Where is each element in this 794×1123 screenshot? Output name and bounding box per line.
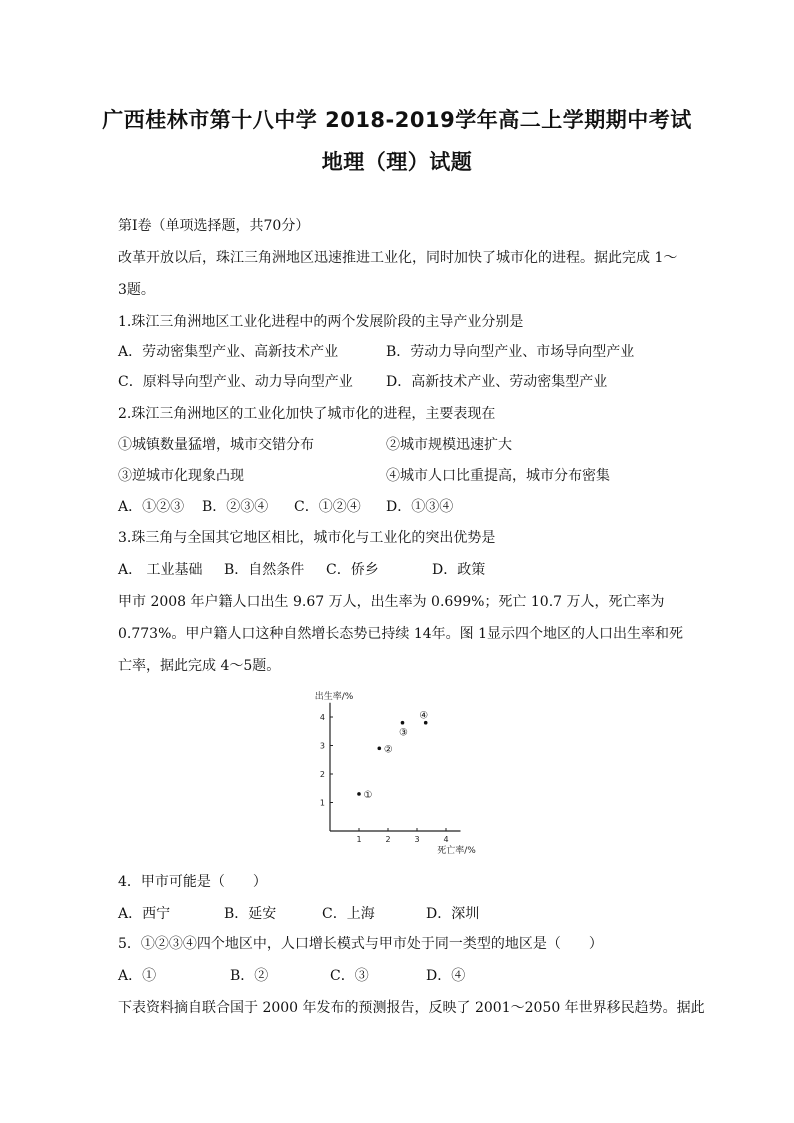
q2-statement-1: ①城镇数量猛增，城市交错分布	[118, 437, 314, 453]
intro-2-line1: 甲市 2008 年户籍人口出生 9.67 万人，出生率为 0.699%；死亡 10.7 万人，死亡率为	[118, 594, 665, 610]
question-2-stem: 2.珠江三角洲地区的工业化加快了城市化的进程，主要表现在	[118, 406, 496, 422]
q2-option-d: D．①③④	[386, 499, 454, 515]
x-tick-label: 2	[385, 835, 391, 844]
q5-option-a: A．①	[118, 968, 157, 984]
data-point-3	[401, 721, 405, 725]
q1-option-a: A．劳动密集型产业、高新技术产业	[118, 344, 339, 360]
q1-option-c: C．原料导向型产业、动力导向型产业	[118, 374, 353, 390]
q4-option-c: C．上海	[322, 906, 375, 922]
q4-option-b: B．延安	[224, 906, 277, 922]
x-axis-label: 死亡率/%	[437, 846, 476, 856]
x-tick-label: 1	[356, 835, 362, 844]
y-tick-label: 1	[319, 798, 325, 808]
section-heading: 第Ⅰ卷（单项选择题，共70分）	[118, 218, 310, 234]
y-tick-label: 2	[319, 770, 325, 779]
q2-statement-3: ③逆城市化现象凸现	[118, 468, 244, 484]
point-label-3: ③	[399, 727, 408, 739]
q2-option-b: B．②③④	[202, 499, 269, 515]
intro-2-line3: 亡率，据此完成 4～5题。	[118, 658, 281, 674]
birth-death-rate-chart	[300, 683, 500, 860]
q3-option-b: B．自然条件	[224, 562, 305, 578]
intro-2-line2: 0.773%。甲户籍人口这种自然增长态势已持续 14年。图 1显示四个地区的人口出生率和死	[118, 626, 684, 642]
point-label-4: ④	[419, 710, 429, 722]
exam-title-line2: 地理（理）试题	[321, 150, 473, 174]
question-5-stem: 5．①②③④四个地区中，人口增长模式与甲市处于同一类型的地区是（ ）	[118, 936, 603, 952]
data-point-2	[378, 747, 382, 751]
question-1-stem: 1.珠江三角洲地区工业化进程中的两个发展阶段的主导产业分别是	[118, 314, 524, 330]
q5-option-d: D．④	[426, 968, 466, 984]
q2-option-c: C．①②④	[294, 499, 361, 515]
question-3-stem: 3.珠三角与全国其它地区相比，城市化与工业化的突出优势是	[118, 530, 496, 546]
question-4-stem: 4．甲市可能是（ ）	[118, 874, 267, 890]
q3-option-a: A． 工业基础	[118, 562, 203, 578]
q5-option-b: B．②	[230, 968, 269, 984]
q1-option-b: B．劳动力导向型产业、市场导向型产业	[386, 344, 635, 360]
y-axis-label: 出生率/%	[314, 691, 354, 702]
intro-1-line1: 改革开放以后，珠江三角洲地区迅速推进工业化，同时加快了城市化的进程。据此完成 1～	[118, 250, 678, 266]
q2-option-a: A．①②③	[118, 499, 185, 515]
q4-option-a: A．西宁	[118, 906, 171, 922]
q2-statement-4: ④城市人口比重提高，城市分布密集	[386, 468, 610, 484]
x-tick-label: 3	[414, 835, 420, 844]
q1-option-d: D．高新技术产业、劳动密集型产业	[386, 374, 608, 390]
q5-option-c: C．③	[330, 968, 369, 984]
intro-3: 下表资料摘自联合国于 2000 年发布的预测报告，反映了 2001～2050 年世界移民趋势。据此	[118, 1000, 705, 1016]
point-label-2: ②	[383, 744, 393, 756]
q2-statement-2: ②城市规模迅速扩大	[386, 437, 512, 453]
y-tick-label: 4	[319, 713, 325, 722]
q3-option-d: D．政策	[432, 562, 486, 578]
x-tick-label: 4	[443, 835, 449, 844]
data-point-1	[357, 792, 361, 796]
intro-1-line2: 3题。	[118, 282, 155, 298]
exam-title-line1: 广西桂林市第十八中学 2018-2019学年高二上学期期中考试	[102, 108, 692, 132]
point-label-1: ①	[363, 789, 373, 801]
y-tick-label: 3	[319, 741, 325, 751]
q4-option-d: D．深圳	[426, 906, 480, 922]
q3-option-c: C．侨乡	[326, 562, 379, 578]
